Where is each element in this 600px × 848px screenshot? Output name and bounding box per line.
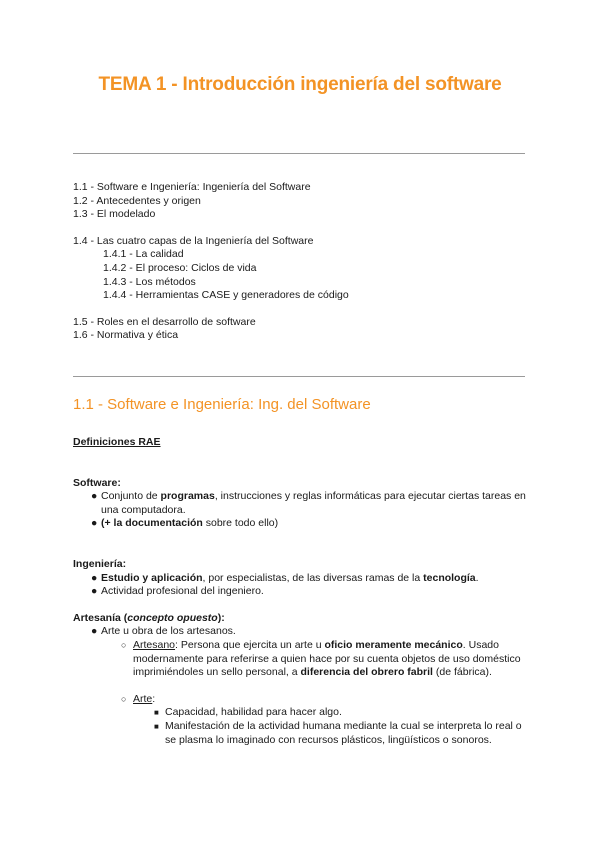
square-bullet-icon: ■	[154, 721, 159, 731]
bullet-icon: ●	[91, 490, 98, 503]
toc-subitem: 1.4.4 - Herramientas CASE y generadores de código	[103, 289, 349, 302]
divider-section	[73, 376, 525, 377]
toc-item: 1.5 - Roles en el desarrollo de software	[73, 315, 256, 328]
toc-subitem: 1.4.2 - El proceso: Ciclos de vida	[103, 261, 257, 274]
document-title: TEMA 1 - Introducción ingeniería del software	[98, 74, 502, 95]
software-list	[73, 490, 533, 531]
toc-subitem: 1.4.1 - La calidad	[103, 248, 184, 261]
list-item: ○ Arte:	[121, 692, 156, 705]
section-body	[73, 436, 533, 747]
software-label: Software:	[73, 476, 121, 489]
bullet-icon: ●	[91, 585, 98, 598]
toc-item: 1.2 - Antecedentes y origen	[73, 194, 201, 207]
ingenieria-list	[73, 572, 533, 599]
toc-subitem: 1.4.3 - Los métodos	[103, 275, 196, 288]
list-item: ● (+ la documentación sobre todo ello)	[91, 517, 279, 530]
bullet-icon: ●	[91, 571, 98, 584]
ingenieria-label: Ingeniería:	[73, 557, 127, 570]
artesania-label: Artesanía (concepto opuesto):	[73, 611, 225, 624]
list-item: ● Arte u obra de los artesanos.	[91, 625, 236, 638]
divider-top	[73, 153, 525, 154]
hollow-bullet-icon: ○	[121, 639, 127, 650]
toc-item: 1.4 - Las cuatro capas de la Ingeniería del Software	[73, 234, 314, 247]
square-bullet-icon: ■	[154, 708, 159, 718]
toc-item: 1.3 - El modelado	[73, 208, 156, 221]
list-item: ● Estudio y aplicación, por especialistas, de las diversas ramas de la tecnología.	[91, 571, 479, 584]
section-heading: 1.1 - Software e Ingeniería: Ing. del Software	[73, 396, 371, 413]
bullet-icon: ●	[91, 625, 98, 638]
list-item: ○ Artesano: Persona que ejercita un arte u oficio meramente mecánico. Usado modernamente para referirse a quien hace por su cuenta objetos de uso doméstico imprimiéndoles un sello personal, a diferencia del obrero fabril (de fábrica).	[121, 638, 521, 679]
list-item: ■ Capacidad, habilidad para hacer algo.	[154, 706, 342, 719]
artesania-list	[73, 625, 533, 747]
bullet-icon: ●	[91, 517, 98, 530]
definiciones-heading: Definiciones RAE	[73, 436, 161, 448]
list-item: ■ Manifestación de la actividad humana mediante la cual se interpreta lo real o se plasma lo imaginado con recursos plásticos, lingüísticos o sonoros.	[154, 719, 522, 746]
toc-item: 1.1 - Software e Ingeniería: Ingeniería del Software	[73, 181, 311, 193]
table-of-contents	[73, 181, 349, 343]
list-item: ● Actividad profesional del ingeniero.	[91, 585, 264, 598]
list-item: ● Conjunto de programas, instrucciones y reglas informáticas para ejecutar ciertas tareas en una computadora.	[91, 490, 526, 516]
toc-item: 1.6 - Normativa y ética	[73, 329, 179, 342]
hollow-bullet-icon: ○	[121, 693, 127, 704]
